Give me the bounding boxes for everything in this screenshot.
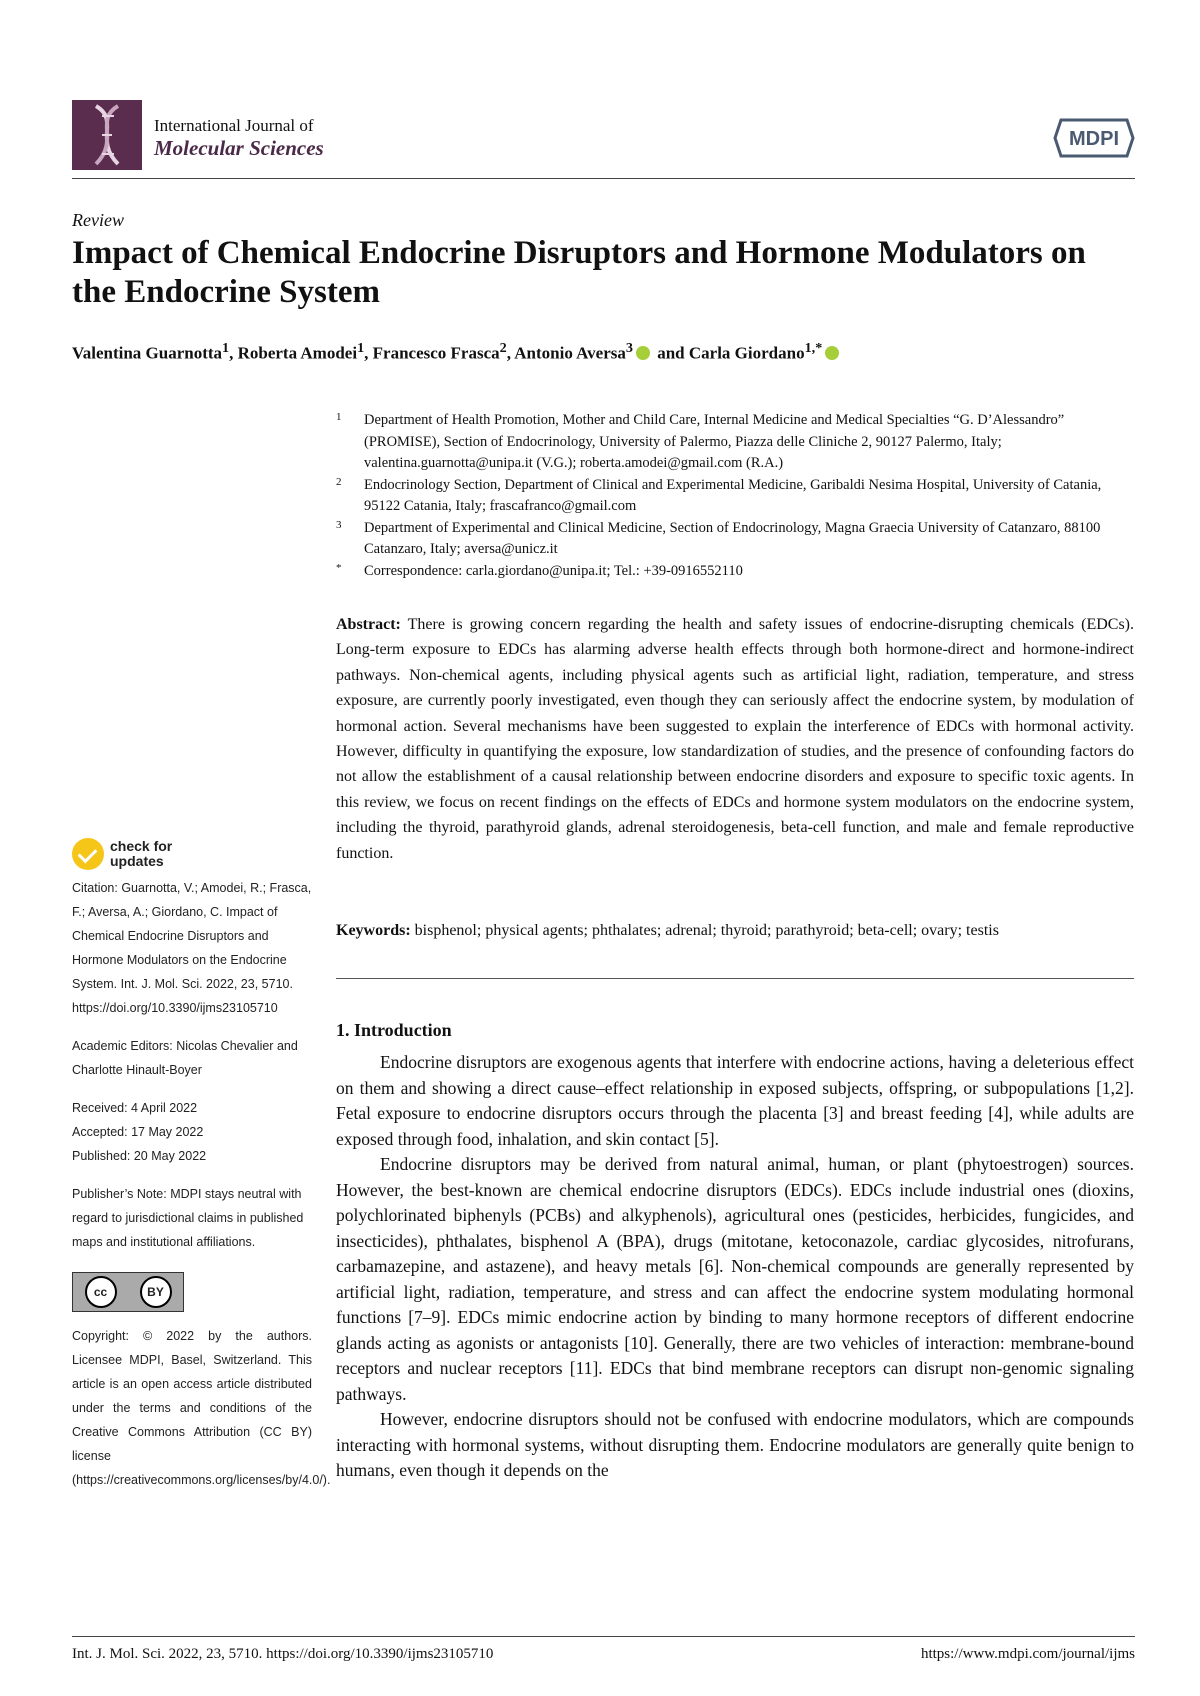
correspondence-text: Correspondence: carla.giordano@unipa.it; Tel.: +39-0916552110 (364, 562, 743, 579)
author-affil: 1 (222, 340, 230, 356)
author[interactable]: Antonio Aversa (514, 343, 626, 363)
publisher-note: Publisher’s Note: MDPI stays neutral with regard to jurisdictional claims in published maps and institutional affiliations. (72, 1187, 304, 1249)
affiliation-number: * (336, 561, 342, 574)
copyright: Copyright: © 2022 by the authors. Licensee MDPI, Basel, Switzerland. This article is an open access article distributed under the terms and conditions of the Creative Commons Attribution (CC BY) license (https://creativecommons.org/licenses/by/4.0/). (72, 1329, 331, 1487)
author-affil: 1 (357, 340, 365, 356)
author-affil: 2 (499, 340, 507, 356)
abstract-text: There is growing concern regarding the health and safety issues of endocrine-disrupting chemicals (EDCs). Long-term exposure to EDCs has alarming adverse health effects through both hormone-direct and hormone-indirect pathways. Non-chemical agents, including physical agents such as artificial light, radiation, temperature, and stress exposure, are currently poorly investigated, even though they can seriously affect the endocrine system, by modulation of hormonal action. Several mechanisms have been suggested to explain the interference of EDCs with hormonal activity. However, difficulty in quantifying the exposure, low standardization of studies, and the presence of confounding factors do not allow the establishment of a causal relationship between endocrine disorders and exposure to specific toxic agents. In this review, we focus on recent findings on the effects of EDCs and hormone system modulators on the endocrine system, including the thyroid, parathyroid glands, adrenal steroidogenesis, beta-cell function, and male and female reproductive function. (336, 616, 1134, 862)
affiliation-number: 2 (336, 475, 342, 488)
journal-name-line1: International Journal of (154, 116, 314, 135)
abstract (336, 612, 1134, 866)
author[interactable]: Carla Giordano (688, 343, 805, 363)
by-icon: BY (140, 1276, 172, 1308)
paragraph: Endocrine disruptors are exogenous agents that interfere with endocrine actions, having a deleterious effect on them and showing a direct cause–effect relationship in exposed subjects, offspring, or subpopulations [1,2]. Fetal exposure to endocrine disruptors occurs through the placenta [3] and breast feeding [4], while adults are exposed through food, inhalation, and skin contact [5]. (336, 1052, 1134, 1149)
header-divider (72, 178, 1135, 179)
affiliation-text: Department of Health Promotion, Mother and Child Care, Internal Medicine and Medical Specialties “G. D’Alessandro” (PROMISE), Section of Endocrinology, University of Palermo, Piazza delle Cliniche 2, 90127 Palermo, Italy; valentina.guarnotta@unipa.it (V.G.); roberta.amodei@gmail.com (R.A.) (364, 412, 1065, 471)
footer-divider (72, 1636, 1135, 1637)
keywords-label: Keywords: (336, 922, 411, 939)
footer-journal-url[interactable]: https://www.mdpi.com/journal/ijms (920, 1646, 1135, 1662)
author-list: Valentina Guarnotta$^1$, Roberta Amodei$^1$, Francesco Frasca$^2$, Antonio Aversa$^3$ and Carla Giordano$^{1,*}$ (72, 340, 842, 364)
check-line1: check for (110, 838, 173, 854)
journal-header (72, 100, 1135, 175)
affiliation-text: Endocrinology Section, Department of Clinical and Experimental Medicine, Garibaldi Nesima Hospital, University of Catania, 95122 Catania, Italy; frascafranco@gmail.com (364, 476, 1102, 514)
cc-icon: cc (85, 1276, 117, 1308)
affiliation (336, 518, 1136, 561)
section-divider (336, 978, 1134, 979)
author[interactable]: Roberta Amodei (237, 343, 358, 363)
orcid-icon[interactable] (825, 346, 839, 360)
dates (72, 1096, 312, 1168)
mdpi-logo-icon (1053, 114, 1135, 162)
paragraph: Endocrine disruptors may be derived from natural animal, human, or plant (phytoestrogen) sources. However, the best-known are chemical endocrine disruptors (EDCs). EDCs include industrial ones (dioxins, polychlorinated biphenyls (PCBs) and alkyphenols), agricultural ones (pesticides, herbicides, fungicides, and insecticides), phthalates, bisphenol A (BPA), drugs (mitotane, ketoconazole, cardiac glycosides, nitrofurans, carbamazepine, and astazene), and heavy metals [6]. Non-chemical compounds are generally represented by artificial light, radiation, temperature, and stress and can affect the endocrine system modulating hormonal functions [7–9]. EDCs mimic endocrine action by binding to many hormone receptors of different endocrine glands acting as agonists or antagonists [10]. Generally, there are two vehicles of interaction: membrane-bound receptors and nuclear receptors [11]. EDCs that bind membrane receptors can disrupt non-genomic signaling pathways. (336, 1154, 1134, 1404)
journal-name-line2: Molecular Sciences (154, 136, 324, 160)
correspondence (336, 561, 1136, 583)
check-updates-icon (72, 838, 104, 870)
affiliation-text: Department of Experimental and Clinical Medicine, Section of Endocrinology, Magna Graecia University of Catanzaro, 88100 Catanzaro, Italy; aversa@unicz.it (364, 519, 1101, 557)
check-line2: updates (110, 853, 164, 869)
dna-icon (72, 100, 142, 170)
orcid-icon[interactable] (636, 346, 650, 360)
author[interactable]: Francesco Frasca (372, 343, 500, 363)
author[interactable]: Valentina Guarnotta (72, 343, 223, 363)
paragraph: However, endocrine disruptors should not be confused with endocrine modulators, which are compounds interacting with hormonal systems, without disrupting them. Endocrine modulators are generally quite benign to humans, even though it depends on the (336, 1409, 1134, 1480)
journal-logo (72, 100, 142, 170)
article-title: Impact of Chemical Endocrine Disruptors and Hormone Modulators on the Endocrine System (72, 235, 1086, 310)
affiliations (336, 410, 1136, 582)
footer-citation: Int. J. Mol. Sci. 2022, 23, 5710. https://doi.org/10.3390/ijms23105710 (72, 1646, 494, 1662)
author-affil: 3 (625, 340, 633, 356)
published-date: Published: 20 May 2022 (72, 1149, 207, 1163)
publisher-logo (1053, 114, 1135, 167)
article-type: Review (72, 210, 124, 230)
section-heading: 1. Introduction (336, 1020, 452, 1040)
academic-editors: Academic Editors: Nicolas Chevalier and Charlotte Hinault-Boyer (72, 1039, 298, 1077)
journal-name (154, 114, 324, 160)
keywords-text: bisphenol; physical agents; phthalates; adrenal; thyroid; parathyroid; beta-cell; ovary; testis (414, 922, 999, 939)
introduction-body (336, 1050, 1134, 1484)
sidebar (72, 838, 331, 1492)
affiliation (336, 475, 1136, 518)
publisher-name: MDPI (1069, 128, 1119, 150)
citation: Citation: Guarnotta, V.; Amodei, R.; Frasca, F.; Aversa, A.; Giordano, C. Impact of Chemical Endocrine Disruptors and Hormone Modulators on the Endocrine System. Int. J. Mol. Sci. 2022, 23, 5710. https://doi.org/10.3390/ijms23105710 (72, 881, 312, 1015)
affiliation-number: 3 (336, 518, 342, 531)
author-affil: 1,* (804, 340, 823, 356)
cc-by-badge[interactable] (72, 1272, 184, 1312)
authors-and: and (657, 343, 685, 363)
received-date: Received: 4 April 2022 (72, 1101, 198, 1115)
check-for-updates[interactable] (72, 838, 312, 870)
affiliation-number: 1 (336, 411, 342, 423)
abstract-label: Abstract: (336, 616, 401, 633)
affiliation (336, 410, 1136, 475)
accepted-date: Accepted: 17 May 2022 (72, 1125, 204, 1139)
keywords (336, 922, 1134, 940)
